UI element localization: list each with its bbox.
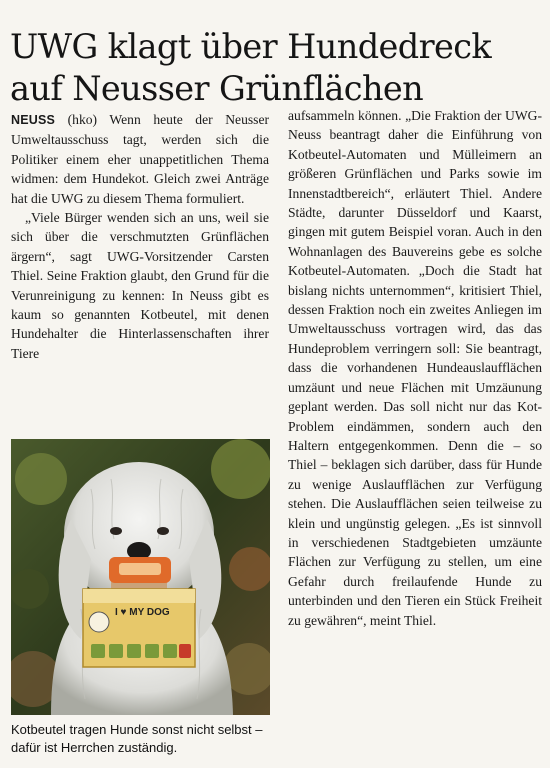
article-column-right (288, 106, 542, 630)
lead-paragraph (11, 110, 269, 208)
article-column-left (11, 110, 269, 363)
box-label-text: I ♥ MY DOG (115, 607, 170, 618)
photo-caption: Kotbeutel tragen Hunde sonst nicht selbst – dafür ist Herrchen zuständig. (11, 722, 263, 755)
headline-line-1: UWG klagt über Hundedreck (10, 27, 492, 67)
dog-illustration (11, 439, 270, 715)
paragraph-2: „Viele Bürger wenden sich an uns, weil sie sich über die verschmutzten Grünflächen ärgern“, sagt UWG-Vorsitzender Carsten Thiel. Seine Fraktion glaubt, den Grund für die Verunreinigung zu kennen: In Neuss gibt es kaum so genannten Kotbeutel, mit denen Hundehalter die Hinterlassenschaften ihrer Tiere (11, 210, 269, 361)
headline-line-2: auf Neusser Grünflächen (10, 69, 424, 109)
dog-photo (11, 439, 270, 715)
author-initials: (hko) (67, 112, 98, 127)
lead-text: Wenn heute der Neusser Umweltausschuss tagt, werden sich die Politiker einem eher unappetitlichen Thema widmen: dem Hundekot. Gleich zwei Anträge hat die UWG zu diesem Thema formuliert. (11, 112, 270, 206)
headline (10, 26, 540, 110)
paragraph-3: aufsammeln können. „Die Fraktion der UWG-Neuss beantragt daher die Einführung von Kotbeutel-Automaten und Mülleimern an größeren Grünflächen und Parks sowie im Innenstadtbereich“, erläutert Thiel. Andere Städte, darunter Düsseldorf und Kaarst, gingen mit gutem Beispiel voran. Auch in den Wohnanlagen des Bauvereins gebe es solche Kotbeutel-Automaten. „Doch die Stadt hat bislang nichts unternommen“, kritisiert Thiel, dessen Fraktion noch ein zweites Anliegen im Umweltausschuss vortragen wird, das das Hundeproblem verringern soll: Sie beantragt, dass die vorhandenen Hundeauslaufflächen umzäunt und neue Flächen mit Umzäunung geplant werden. Das soll nicht nur das Kot-Problem eindämmen, sondern auch den Haltern entgegenkommen. Denn die – so Thiel – beklagen sich darüber, dass für Hunde zu wenige Auslaufflächen zur Verfügung stehen. Die Auslaufflächen seien teilweise zu klein und ungünstig gelegen. „Es ist sinnvoll in verschiedenen Stadtgebieten umzäunte Flächen zur Verfügung zu stellen, um eine Gefahr durch freilaufende Hunde zu unterbinden und den Tieren ein Stück Freiheit zu gewähren“, meint Thiel. (288, 108, 542, 628)
dateline: NEUSS (11, 113, 56, 127)
